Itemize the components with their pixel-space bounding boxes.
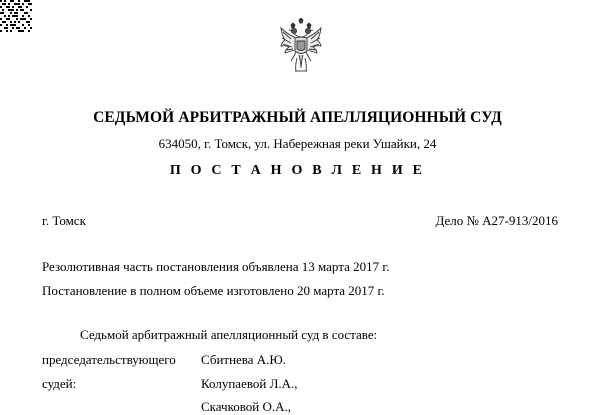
- presiding-judge-name: Сбитнева А.Ю.: [201, 352, 287, 367]
- resolution-announced-line: Резолютивная часть постановления объявлена 13 марта 2017 г.: [42, 259, 390, 274]
- judge-name: Скачковой О.А.,: [201, 399, 292, 414]
- court-address: 634050, г. Томск, ул. Набережная реки Ушайки, 24: [158, 136, 437, 151]
- court-name: СЕДЬМОЙ АРБИТРАЖНЫЙ АПЕЛЛЯЦИОННЫЙ СУД: [93, 109, 502, 126]
- judges-label: судей:: [42, 376, 77, 391]
- qr-code-icon: [0, 0, 34, 34]
- city: г. Томск: [42, 213, 86, 228]
- case-number: Дело № А27-913/2016: [435, 213, 558, 228]
- judge-name: Колупаевой Л.А.,: [201, 376, 298, 391]
- coat-of-arms-icon: [279, 18, 323, 74]
- full-text-prepared-line: Постановление в полном объеме изготовлено 20 марта 2017 г.: [42, 283, 385, 298]
- document-type-title: П О С Т А Н О В Л Е Н И Е: [169, 163, 426, 178]
- presiding-label: председательствующего: [42, 352, 176, 367]
- court-composition-intro: Седьмой арбитражный апелляционный суд в составе:: [80, 327, 378, 342]
